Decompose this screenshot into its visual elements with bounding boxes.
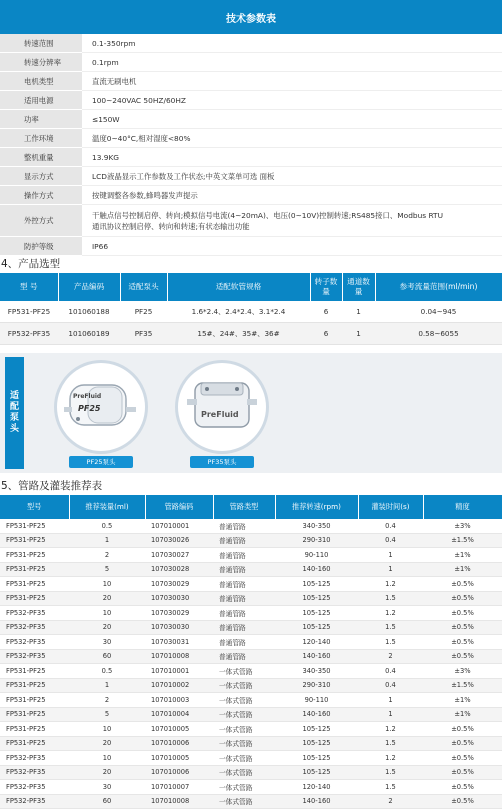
flow-cell: 105-125 bbox=[275, 751, 358, 766]
spec-value bbox=[82, 205, 502, 237]
flow-cell: FP532-PF35 bbox=[0, 794, 69, 809]
selection-column-header: 通道数量 bbox=[342, 273, 375, 301]
flow-cell: 290-310 bbox=[275, 678, 358, 693]
flow-cell: FP531-PF25 bbox=[0, 533, 69, 548]
tubing-recommendation-table bbox=[0, 495, 502, 809]
selection-cell: FP531-PF25 bbox=[0, 301, 58, 323]
flow-cell: FP532-PF35 bbox=[0, 635, 69, 650]
spec-label: 显示方式 bbox=[0, 167, 82, 186]
side-char: 配 bbox=[9, 402, 19, 412]
section-5-title: 5、管路及灌装推荐表 bbox=[1, 480, 103, 492]
flow-cell: 107030029 bbox=[145, 606, 213, 621]
flow-cell: FP532-PF35 bbox=[0, 751, 69, 766]
spec-row bbox=[0, 91, 502, 110]
selection-column-header: 产品编码 bbox=[58, 273, 120, 301]
flow-cell: 一体式管路 bbox=[213, 707, 275, 722]
flow-row bbox=[0, 707, 502, 722]
spec-row bbox=[0, 110, 502, 129]
flow-cell: 107030026 bbox=[145, 533, 213, 548]
flow-cell: 1.5 bbox=[358, 780, 423, 795]
flow-cell: FP532-PF35 bbox=[0, 620, 69, 635]
spec-value bbox=[82, 72, 502, 91]
flow-cell: FP531-PF25 bbox=[0, 562, 69, 577]
spec-value-line: 直流无刷电机 bbox=[92, 76, 137, 86]
flow-cell: 105-125 bbox=[275, 736, 358, 751]
flow-cell: 105-125 bbox=[275, 765, 358, 780]
flow-cell: 0.5 bbox=[69, 519, 145, 533]
flow-row bbox=[0, 562, 502, 577]
flow-cell: 10 bbox=[69, 722, 145, 737]
spec-row bbox=[0, 53, 502, 72]
flow-cell: 107010007 bbox=[145, 780, 213, 795]
selection-column-header: 转子数量 bbox=[310, 273, 342, 301]
flow-cell: 2 bbox=[69, 548, 145, 563]
flow-cell: 140-160 bbox=[275, 794, 358, 809]
flow-cell: 107030029 bbox=[145, 577, 213, 592]
flow-cell: 5 bbox=[69, 562, 145, 577]
flow-row bbox=[0, 736, 502, 751]
flow-cell: 1.5 bbox=[358, 736, 423, 751]
pf25-caption: PF25泵头 bbox=[69, 456, 133, 468]
spec-label: 电机类型 bbox=[0, 72, 82, 91]
flow-cell: 107010006 bbox=[145, 765, 213, 780]
flow-cell: 20 bbox=[69, 736, 145, 751]
flow-row bbox=[0, 649, 502, 664]
spec-value bbox=[82, 237, 502, 256]
pf35-pump-image bbox=[175, 360, 269, 454]
spec-value-line: 100~240VAC 50HZ/60HZ bbox=[92, 95, 186, 105]
flow-cell: 普通管路 bbox=[213, 591, 275, 606]
flow-cell: 2 bbox=[358, 649, 423, 664]
selection-cell: 6 bbox=[310, 301, 342, 323]
flow-cell: 107030031 bbox=[145, 635, 213, 650]
flow-row bbox=[0, 678, 502, 693]
flow-cell: 120-140 bbox=[275, 780, 358, 795]
selection-cell: 1 bbox=[342, 323, 375, 345]
flow-cell: ±0.5% bbox=[423, 751, 502, 766]
flow-cell: 105-125 bbox=[275, 620, 358, 635]
spec-label: 防护等级 bbox=[0, 237, 82, 256]
flow-cell: 一体式管路 bbox=[213, 693, 275, 708]
side-char: 头 bbox=[9, 424, 19, 434]
pf35-caption: PF35泵头 bbox=[190, 456, 254, 468]
flow-cell: ±0.5% bbox=[423, 649, 502, 664]
flow-cell: FP531-PF25 bbox=[0, 693, 69, 708]
flow-cell: 1 bbox=[69, 678, 145, 693]
flow-cell: FP531-PF25 bbox=[0, 577, 69, 592]
flow-cell: ±1% bbox=[423, 707, 502, 722]
spec-row bbox=[0, 129, 502, 148]
pf25-brand-text: PreFluid bbox=[73, 393, 102, 400]
selection-cell: 0.58~6055 bbox=[375, 323, 502, 345]
flow-row bbox=[0, 620, 502, 635]
spec-value bbox=[82, 110, 502, 129]
flow-cell: 普通管路 bbox=[213, 519, 275, 533]
flow-cell: 0.4 bbox=[358, 533, 423, 548]
spec-value-line: 通讯协议控制启停、转向和转速;有状态输出功能 bbox=[92, 221, 250, 231]
flow-cell: 一体式管路 bbox=[213, 794, 275, 809]
flow-cell: 30 bbox=[69, 780, 145, 795]
pf25-pump-icon bbox=[64, 377, 138, 437]
spec-value-line: 按键调整各参数,蜂鸣器发声提示 bbox=[92, 190, 198, 200]
selection-cell: 1 bbox=[342, 301, 375, 323]
flow-cell: 107010003 bbox=[145, 693, 213, 708]
flow-cell: 一体式管路 bbox=[213, 736, 275, 751]
flow-cell: FP531-PF25 bbox=[0, 664, 69, 679]
spec-value bbox=[82, 167, 502, 186]
flow-cell: 107010008 bbox=[145, 794, 213, 809]
flow-cell: 普通管路 bbox=[213, 562, 275, 577]
flow-row bbox=[0, 780, 502, 795]
flow-column-header: 灌装时间(s) bbox=[358, 495, 423, 519]
flow-row bbox=[0, 693, 502, 708]
flow-cell: FP531-PF25 bbox=[0, 519, 69, 533]
selection-cell: 15#、24#、35#、36# bbox=[167, 323, 310, 345]
flow-cell: ±0.5% bbox=[423, 794, 502, 809]
spec-value bbox=[82, 129, 502, 148]
flow-row bbox=[0, 606, 502, 621]
flow-cell: 105-125 bbox=[275, 722, 358, 737]
spec-row bbox=[0, 34, 502, 53]
flow-cell: ±0.5% bbox=[423, 765, 502, 780]
flow-cell: 20 bbox=[69, 591, 145, 606]
flow-cell: 一体式管路 bbox=[213, 678, 275, 693]
product-selection-table bbox=[0, 273, 502, 345]
flow-row bbox=[0, 765, 502, 780]
flow-cell: 107010001 bbox=[145, 519, 213, 533]
flow-cell: 120-140 bbox=[275, 635, 358, 650]
flow-cell: 1.5 bbox=[358, 635, 423, 650]
spec-label: 转速范围 bbox=[0, 34, 82, 53]
pump-head-showcase bbox=[0, 353, 502, 473]
pf25-model-text: PF25 bbox=[78, 404, 101, 413]
flow-cell: 107010005 bbox=[145, 751, 213, 766]
flow-cell: 1.2 bbox=[358, 577, 423, 592]
spec-value bbox=[82, 53, 502, 72]
spec-table bbox=[0, 34, 502, 256]
flow-cell: ±0.5% bbox=[423, 722, 502, 737]
selection-cell: 101060189 bbox=[58, 323, 120, 345]
flow-cell: ±0.5% bbox=[423, 780, 502, 795]
spec-label: 操作方式 bbox=[0, 186, 82, 205]
section-4-title: 4、产品选型 bbox=[1, 258, 61, 270]
flow-cell: ±0.5% bbox=[423, 635, 502, 650]
selection-cell: FP532-PF35 bbox=[0, 323, 58, 345]
spec-value-line: 干触点信号控制启停、转向;模拟信号电流(4~20mA)、电压(0~10V)控制转速;RS485接口、Modbus RTU bbox=[92, 210, 443, 220]
flow-column-header: 管路编码 bbox=[145, 495, 213, 519]
flow-cell: FP531-PF25 bbox=[0, 707, 69, 722]
selection-row bbox=[0, 301, 502, 323]
spec-value bbox=[82, 186, 502, 205]
spec-value-line: IP66 bbox=[92, 241, 109, 251]
selection-cell: PF25 bbox=[120, 301, 167, 323]
flow-row bbox=[0, 635, 502, 650]
flow-cell: FP532-PF35 bbox=[0, 606, 69, 621]
flow-cell: 105-125 bbox=[275, 606, 358, 621]
spec-table-title: 技术参数表 bbox=[0, 0, 502, 34]
flow-cell: 普通管路 bbox=[213, 548, 275, 563]
flow-cell: FP532-PF35 bbox=[0, 765, 69, 780]
flow-cell: 一体式管路 bbox=[213, 780, 275, 795]
flow-cell: FP531-PF25 bbox=[0, 678, 69, 693]
flow-cell: 107010005 bbox=[145, 722, 213, 737]
flow-row bbox=[0, 548, 502, 563]
flow-cell: 20 bbox=[69, 620, 145, 635]
flow-cell: 1.5 bbox=[358, 591, 423, 606]
flow-cell: ±0.5% bbox=[423, 577, 502, 592]
flow-cell: 一体式管路 bbox=[213, 751, 275, 766]
flow-cell: 1 bbox=[358, 562, 423, 577]
flow-cell: 5 bbox=[69, 707, 145, 722]
flow-cell: 2 bbox=[358, 794, 423, 809]
flow-row bbox=[0, 591, 502, 606]
spec-value-line: 0.1rpm bbox=[92, 57, 119, 67]
flow-cell: 1 bbox=[358, 707, 423, 722]
flow-cell: 0.5 bbox=[69, 664, 145, 679]
flow-cell: ±3% bbox=[423, 664, 502, 679]
flow-cell: FP532-PF35 bbox=[0, 649, 69, 664]
spec-value bbox=[82, 148, 502, 167]
flow-cell: FP532-PF35 bbox=[0, 780, 69, 795]
flow-column-header: 精度 bbox=[423, 495, 502, 519]
flow-cell: FP531-PF25 bbox=[0, 548, 69, 563]
flow-column-header: 管路类型 bbox=[213, 495, 275, 519]
flow-column-header: 型号 bbox=[0, 495, 69, 519]
selection-column-header: 参考流量范围(ml/min) bbox=[375, 273, 502, 301]
selection-column-header: 适配泵头 bbox=[120, 273, 167, 301]
spec-label: 功率 bbox=[0, 110, 82, 129]
flow-cell: 107030030 bbox=[145, 591, 213, 606]
flow-cell: 1.5 bbox=[358, 620, 423, 635]
flow-cell: ±1.5% bbox=[423, 678, 502, 693]
spec-row bbox=[0, 205, 502, 237]
spec-row bbox=[0, 237, 502, 256]
flow-cell: 普通管路 bbox=[213, 649, 275, 664]
flow-cell: 1.2 bbox=[358, 751, 423, 766]
flow-cell: 1.5 bbox=[358, 765, 423, 780]
spec-value bbox=[82, 34, 502, 53]
flow-cell: 0.4 bbox=[358, 678, 423, 693]
flow-cell: 105-125 bbox=[275, 591, 358, 606]
spec-row bbox=[0, 148, 502, 167]
flow-cell: 140-160 bbox=[275, 649, 358, 664]
spec-label: 转速分辨率 bbox=[0, 53, 82, 72]
flow-cell: 1 bbox=[69, 533, 145, 548]
flow-cell: 1 bbox=[358, 693, 423, 708]
selection-column-header: 型 号 bbox=[0, 273, 58, 301]
side-char: 适 bbox=[9, 391, 19, 401]
flow-cell: 普通管路 bbox=[213, 577, 275, 592]
flow-cell: 340-350 bbox=[275, 664, 358, 679]
selection-cell: PF35 bbox=[120, 323, 167, 345]
pf35-brand-text: PreFluid bbox=[201, 410, 239, 419]
spec-label: 外控方式 bbox=[0, 205, 82, 237]
flow-row bbox=[0, 722, 502, 737]
flow-cell: 290-310 bbox=[275, 533, 358, 548]
flow-cell: 105-125 bbox=[275, 577, 358, 592]
flow-row bbox=[0, 533, 502, 548]
flow-cell: 90-110 bbox=[275, 693, 358, 708]
spec-row bbox=[0, 167, 502, 186]
flow-column-header: 推荐转速(rpm) bbox=[275, 495, 358, 519]
spec-label: 适用电源 bbox=[0, 91, 82, 110]
pump-side-label bbox=[5, 357, 24, 469]
spec-value bbox=[82, 91, 502, 110]
flow-cell: 普通管路 bbox=[213, 533, 275, 548]
flow-cell: 107010004 bbox=[145, 707, 213, 722]
selection-column-header: 适配软管规格 bbox=[167, 273, 310, 301]
flow-cell: 60 bbox=[69, 794, 145, 809]
flow-cell: 一体式管路 bbox=[213, 765, 275, 780]
flow-cell: 107030030 bbox=[145, 620, 213, 635]
flow-cell: 2 bbox=[69, 693, 145, 708]
spec-label: 整机重量 bbox=[0, 148, 82, 167]
flow-cell: 1.2 bbox=[358, 606, 423, 621]
spec-label: 工作环境 bbox=[0, 129, 82, 148]
flow-cell: ±1% bbox=[423, 548, 502, 563]
flow-cell: 107010006 bbox=[145, 736, 213, 751]
flow-cell: 普通管路 bbox=[213, 620, 275, 635]
flow-cell: ±0.5% bbox=[423, 736, 502, 751]
flow-cell: ±0.5% bbox=[423, 606, 502, 621]
spec-row bbox=[0, 72, 502, 91]
flow-cell: 10 bbox=[69, 606, 145, 621]
selection-cell: 101060188 bbox=[58, 301, 120, 323]
flow-cell: 一体式管路 bbox=[213, 664, 275, 679]
flow-cell: ±1.5% bbox=[423, 533, 502, 548]
flow-cell: 普通管路 bbox=[213, 635, 275, 650]
flow-cell: 340-350 bbox=[275, 519, 358, 533]
flow-cell: ±0.5% bbox=[423, 620, 502, 635]
flow-cell: 1.2 bbox=[358, 722, 423, 737]
flow-cell: FP531-PF25 bbox=[0, 591, 69, 606]
flow-cell: 107030027 bbox=[145, 548, 213, 563]
flow-cell: 140-160 bbox=[275, 562, 358, 577]
flow-row bbox=[0, 751, 502, 766]
flow-cell: ±0.5% bbox=[423, 591, 502, 606]
flow-row bbox=[0, 664, 502, 679]
flow-cell: 30 bbox=[69, 635, 145, 650]
pf25-pump-image bbox=[54, 360, 148, 454]
flow-cell: 107030028 bbox=[145, 562, 213, 577]
spec-value-line: 0.1-350rpm bbox=[92, 38, 136, 48]
spec-value-line: 温度0~40°C,相对湿度<80% bbox=[92, 133, 191, 143]
flow-column-header: 推荐装量(ml) bbox=[69, 495, 145, 519]
flow-row bbox=[0, 577, 502, 592]
selection-row bbox=[0, 323, 502, 345]
spec-row bbox=[0, 186, 502, 205]
flow-cell: 1 bbox=[358, 548, 423, 563]
flow-cell: 10 bbox=[69, 751, 145, 766]
flow-row bbox=[0, 519, 502, 533]
flow-cell: 0.4 bbox=[358, 664, 423, 679]
flow-cell: ±3% bbox=[423, 519, 502, 533]
flow-cell: 107010002 bbox=[145, 678, 213, 693]
flow-cell: 普通管路 bbox=[213, 606, 275, 621]
side-char: 泵 bbox=[9, 413, 19, 423]
flow-cell: 60 bbox=[69, 649, 145, 664]
selection-cell: 1.6*2.4、2.4*2.4、3.1*2.4 bbox=[167, 301, 310, 323]
flow-row bbox=[0, 794, 502, 809]
flow-cell: 20 bbox=[69, 765, 145, 780]
spec-value-line: ≤150W bbox=[92, 114, 120, 124]
flow-cell: FP531-PF25 bbox=[0, 722, 69, 737]
flow-cell: 140-160 bbox=[275, 707, 358, 722]
spec-value-line: LCD液晶显示工作参数及工作状态;中英文菜单可选 面板 bbox=[92, 171, 275, 181]
flow-cell: 90-110 bbox=[275, 548, 358, 563]
flow-cell: ±1% bbox=[423, 693, 502, 708]
selection-cell: 6 bbox=[310, 323, 342, 345]
flow-cell: 0.4 bbox=[358, 519, 423, 533]
flow-cell: ±1% bbox=[423, 562, 502, 577]
pf35-pump-icon bbox=[185, 377, 259, 437]
flow-cell: 一体式管路 bbox=[213, 722, 275, 737]
flow-cell: FP531-PF25 bbox=[0, 736, 69, 751]
flow-cell: 10 bbox=[69, 577, 145, 592]
flow-cell: 107010008 bbox=[145, 649, 213, 664]
flow-cell: 107010001 bbox=[145, 664, 213, 679]
spec-value-line: 13.9KG bbox=[92, 152, 120, 162]
selection-cell: 0.04~945 bbox=[375, 301, 502, 323]
